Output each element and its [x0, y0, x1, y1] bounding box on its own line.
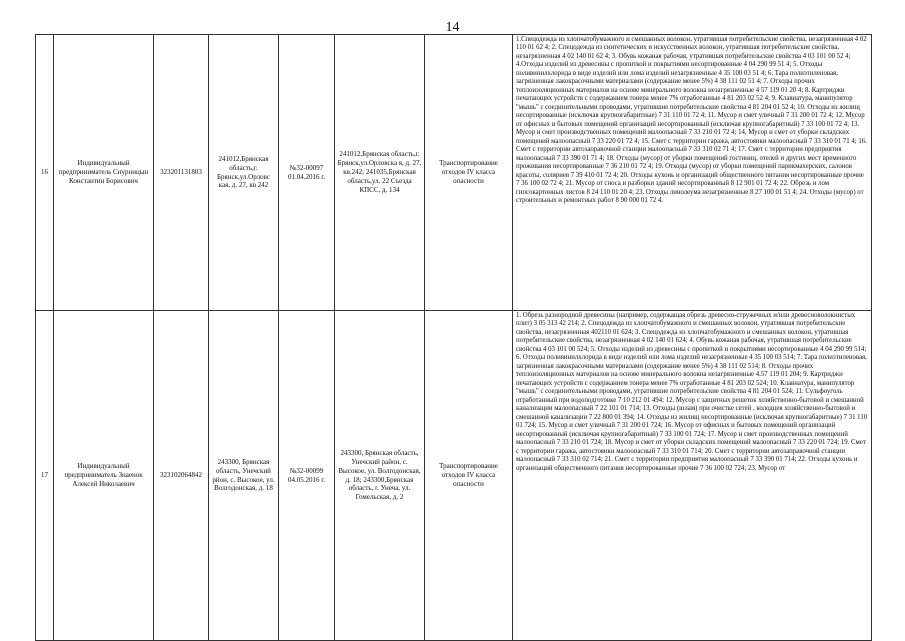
activity-type: Транспортирование отходов IV класса опасности: [425, 35, 513, 311]
waste-list: 1.Спецодежда из хлопчатобумажного и смешанных волокон, утратившая потребительские свойства, незагрязненная 4 02 110 01 62 4; 2. Спецодежда из синтетических и искусственных волокон, утратившая потребительские свойства, незагрязненная 4 02 140 01 62 4; 3. Обувь кожаная рабочая, утратившая потребительские свойства 4 03 101 00 52 4; 4.Отходы изделий из древесины с пропиткой и покрытиями несортированные 4 04 290 99 51 4; 5. Отходы поливинилхлорида в виде изделий или лома изделий незагрязненные 4 35 100 03 51 4; 6. Тара полиэтиленовая, загрязненная лакокрасочными материалами (содержание менее 5%) 4 38 111 02 51 4; 7. Отходы прочих теплоизоляционных материалов на основе минерального волокна незагрязненные 4 57 119 01 20 4; 8. Картриджи печатающих устройств с содержанием тонера менее 7% отработанные 4 81 203 02 52 4; 9. Клавиатура, манипулятор "мышь" с соединительными проводами, утратившие потребительские свойства 4 81 204 01 52 4; 10. Отходы из жилищ несортированные (исключая крупногабаритные) 7 31 110 01 72 4; 11. Мусор и смет уличный 7 31 200 01 72 4; 12. Мусор от офисных и бытовых помещений организаций несортированный (исключая крупногабаритный) 7 33 100 01 72 4; 13. Мусор и смет производственных помещений малоопасный 7 33 210 01 72 4; 14. Мусор и смет от уборки складских помещений малоопасный 7 33 220 01 72 4; 15. Смет с территории гаража, автостоянки малоопасный 7 33 310 01 71 4; 16. Смет с территории автозаправочной станции малоопасный 7 33 310 02 71 4; 17. Смет с территории предприятия малоопасный 7 33 390 01 71 4; 18. Отходы (мусор) от уборки помещений гостиниц, отелей и других мест временного проживания несортированные 7 36 210 01 72 4; 19. Отходы (мусор) от уборки помещений парикмахерских, салонов красоты, соляриев 7 39 410 01 72 4; 20. Отходы кухонь и организаций общественного питания несортированные прочие 7 36 100 02 72 4; 21. Мусор от сноса и разборки зданий несортированный 8 12 901 01 72 4; 22. Обрезь и лом гипсокартонных листов 8 24 110 01 20 4; 23. Отходы линолеума незагрязненные 8 27 100 01 51 4; 24. Отходы (мусор) от строительных и ремонтных работ 8 90 000 01 72 4.: [513, 35, 872, 311]
activity-type: Транспортирование отходов IV класса опасности: [425, 311, 513, 641]
inn-value: 323102064842: [154, 311, 209, 641]
license-registry-table: [35, 34, 872, 641]
licensee-name: Индивидуальный предприниматель Знаенок Алексей Николаевич: [54, 311, 154, 641]
licensee-name: Индивидуальный предприниматель Снурницын Константин Борисович: [54, 35, 154, 311]
table-row: [36, 311, 872, 641]
license-number-date: №32-00097 01.04.2016 г.: [279, 35, 335, 311]
license-number-date: №32-00099 04.05.2016 г.: [279, 311, 335, 641]
legal-address: 241012,Брянская область,г. Брянск,ул.Орловс кая, д. 27, кв 242: [209, 35, 279, 311]
table-row: [36, 35, 872, 311]
activity-address: 241012,Брянская область,г. Брянск,ул.Орловска я, д. 27, кв.242; 241035,Брянская область,ул. 22 Съезда КПСС, д. 134: [335, 35, 425, 311]
activity-address: 243300, Брянская область, Унечский район, с. Высокое, ул. Волгодонская, д. 18; 243300,Брянская область, г. Унеча, ул. Гомельская, д. 2: [335, 311, 425, 641]
legal-address: 243300, Брянская область, Унечский рйон, с. Высокое, ул. Волгодонская, д. 18: [209, 311, 279, 641]
row-number: 17: [36, 311, 54, 641]
inn-value: 323201131803: [154, 35, 209, 311]
row-number: 16: [36, 35, 54, 311]
waste-list: 1. Обрезь разнородной древесины (например, содержащая обрезь древесно-стружечных и/или древесноволокнистых плит) 3 05 313 42 214; 2. Спецодежда из хлопчатобумажного и смешанных волокон, утратившая потребительские свойства, незагрязненная 402110 01 624; 3. Спецодежда из хлопчатобумажного и смешанных волокон, утратившая потребительские свойства, незагрязненная 4 02 140 01 624; 4. Обувь кожаная рабочая, утратившая потребительские свойства 4 03 101 00 524; 5. Отходы изделий из древесины с пропиткой и покрытиями несортированные 4 04 290 99 514; 6. Отходы поливинилхлорида в виде изделий или лома изделий незагрязненные 4 35 100 03 514; 7. Тара полиэтиленовая, загрязненная лакокрасочными материалами (содержание менее 5%) 4 38 111 02 514; 8. Отходы прочих теплоизоляционных материалов на основе минерального волокна незагрязненные 4.57 119 01 204; 9. Картриджи печатающих устройств с содержанием тонера менее 7% отработанные 4 81 203 02 524; 10. Клавиатура, манипулятор "мышь" с соединительными проводами, утратившие потребительские свойства 4 81 204 01 524; 11. Сульфоуголь отработанный при водоподготовке 7 10 212 01 494; 12. Мусор с защитных решеток хозяйственно-бытовой и смешанной канализации малоопасный 7 22 101 01 714; 13. Отходы (шлам) при очистке сетей , колодцев хозяйственно-бытовой и смешанной канализации 7 22 800 01 394; 14. Отходы из жилищ несортированные (исключая крупногабаритные) 7 31 110 01 724; 15. Мусор и смет уличный 7 31 200 01 724; 16. Мусор от офисных и бытовых помещений организаций несортированный (исключая крупногабаритный) 7 33 100 01 724; 17. Мусор и смет производственных помещений малоопасный 7 33 210 01 724; 18. Мусор и смет от уборки складских помещений малоопасный 7 33 220 01 724; 19. Смет с территории гаража, автостоянки малоопасный 7 33 310 01 714; 20. Смет с территории автозаправочной станции малоопасный 7 33 310 02 714; 21. Смет с территории предприятия малоопасный 7 33 390 01 714; 22. Отходы кухонь и организаций общественного питания несортированные прочие 7 36 100 02 724; 23. Мусор от: [513, 311, 872, 641]
page-number: 14: [445, 20, 460, 35]
